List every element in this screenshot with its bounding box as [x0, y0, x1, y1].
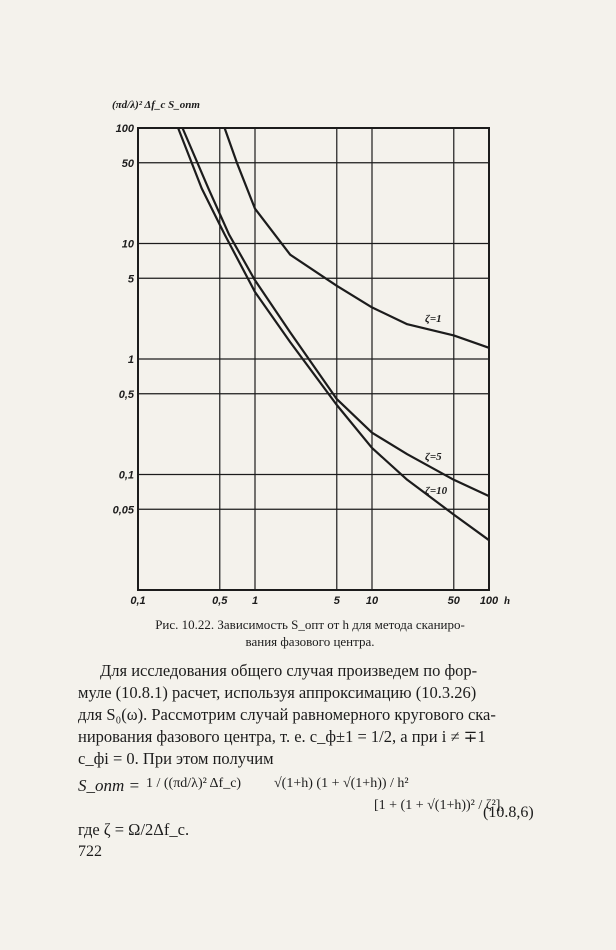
- series-curve: [183, 128, 490, 496]
- y-tick-label: 1: [127, 354, 134, 366]
- y-tick-label: 0,1: [118, 469, 134, 482]
- body-line-4: нирования фазового центра, т. е. c_ф±1 = 1/2, а при i ≠ ∓1: [78, 727, 486, 746]
- formula-lhs: S_опт =: [78, 776, 140, 795]
- series-curve: [225, 128, 489, 348]
- caption-line-2: вания фазового центра.: [245, 634, 375, 649]
- x-tick-label: 0,1: [130, 595, 146, 607]
- where-clause: где ζ = Ω/2Δf_c.: [78, 820, 190, 839]
- body-line-2: муле (10.8.1) расчет, используя аппроксимацию (10.3.26): [78, 683, 477, 702]
- formula-bracket: [1 + (1 + √(1+h))² / ζ²],: [374, 798, 504, 813]
- x-tick-label: 1: [251, 595, 259, 607]
- y-tick-label: 100: [115, 123, 134, 135]
- y-axis-label: (πd/λ)² Δf_c S_опт: [112, 99, 200, 111]
- body-line-3: для S₀(ω). Рассмотрим случай равномерного кругового ска-: [78, 705, 496, 724]
- series-label: ζ=5: [425, 451, 442, 463]
- y-tick-label: 5: [127, 273, 134, 286]
- x-tick-label: 100: [479, 595, 499, 607]
- series-label: ζ=10: [425, 485, 448, 497]
- formula-fraction: √(1+h) (1 + √(1+h)) / h²: [274, 776, 409, 791]
- y-tick-label: 0,5: [118, 388, 134, 401]
- figure-caption: [100, 616, 520, 650]
- x-tick-label: 5: [333, 595, 340, 607]
- body-line-1: Для исследования общего случая произведем по фор-: [100, 661, 478, 680]
- caption-line-1: Рис. 10.22. Зависимость S_опт от h для метода сканиро-: [155, 617, 465, 632]
- x-axis-label: h: [503, 595, 511, 607]
- y-tick-label: 10: [121, 238, 134, 251]
- body-paragraph: [78, 660, 540, 770]
- y-tick-label: 50: [121, 157, 134, 170]
- equation-number: (10.8,6): [483, 804, 534, 821]
- x-tick-label: 50: [447, 595, 460, 607]
- series-label: ζ=1: [425, 313, 442, 325]
- x-tick-label: 0,5: [212, 595, 228, 607]
- page-number: 722: [78, 843, 102, 860]
- series-curve: [178, 128, 489, 540]
- x-tick-label: 10: [365, 595, 379, 607]
- formula-factor: 1 / ((πd/λ)² Δf_c): [146, 776, 242, 791]
- body-line-5: c_фi = 0. При этом получим: [78, 749, 274, 768]
- y-tick-label: 0,05: [112, 504, 134, 517]
